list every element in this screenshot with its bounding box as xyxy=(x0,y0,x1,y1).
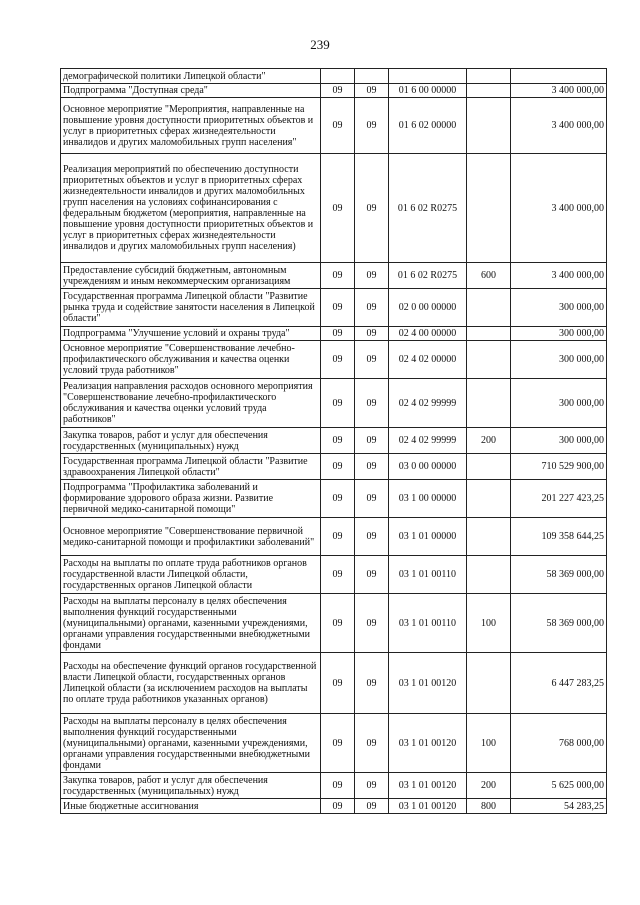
target-article-code: 02 4 00 00000 xyxy=(389,327,467,341)
ministry-code: 09 xyxy=(321,773,355,799)
ministry-code xyxy=(321,69,355,84)
target-article-code: 01 6 02 R0275 xyxy=(389,263,467,289)
expense-type-code xyxy=(467,556,511,594)
section-code: 09 xyxy=(355,480,389,518)
section-code xyxy=(355,69,389,84)
ministry-code: 09 xyxy=(321,480,355,518)
section-code: 09 xyxy=(355,714,389,773)
ministry-code: 09 xyxy=(321,653,355,714)
expense-type-code: 600 xyxy=(467,263,511,289)
expense-type-code xyxy=(467,84,511,98)
budget-item-name: Основное мероприятие "Совершенствование первичной медико-санитарной помощи и профилактики заболеваний" xyxy=(61,518,321,556)
budget-item-name: Расходы на выплаты персоналу в целях обеспечения выполнения функций государственными (муниципальными) органами, казенными учреждениями, органами управления государственными внебюджетными фондами xyxy=(61,594,321,653)
section-code: 09 xyxy=(355,263,389,289)
budget-item-name: Государственная программа Липецкой области "Развитие здравоохранения Липецкой области" xyxy=(61,454,321,480)
amount xyxy=(511,69,607,84)
amount: 300 000,00 xyxy=(511,428,607,454)
section-code: 09 xyxy=(355,289,389,327)
amount: 54 283,25 xyxy=(511,799,607,814)
target-article-code: 03 0 00 00000 xyxy=(389,454,467,480)
table-row xyxy=(61,379,607,428)
ministry-code: 09 xyxy=(321,714,355,773)
budget-item-name: Основное мероприятие "Совершенствование лечебно-профилактического обслуживания и качества оценки условий труда работников" xyxy=(61,341,321,379)
budget-item-name: Расходы на выплаты персоналу в целях обеспечения выполнения функций государственными (муниципальными) органами, казенными учреждениями, органами управления государственными внебюджетными фондами xyxy=(61,714,321,773)
amount: 300 000,00 xyxy=(511,341,607,379)
budget-item-name: Реализация мероприятий по обеспечению доступности приоритетных объектов и услуг в приоритетных сферах жизнедеятельности инвалидов и других маломобильных групп населения на условиях софинансирования с федеральным бюджетом (мероприятия, направленные на повышение уровня доступности приоритетных объектов и услуг в приоритетных сферах жизнедеятельности инвалидов и других маломобильных групп населения) xyxy=(61,154,321,263)
table-row xyxy=(61,480,607,518)
target-article-code: 03 1 01 00110 xyxy=(389,556,467,594)
table-row xyxy=(61,98,607,154)
section-code: 09 xyxy=(355,327,389,341)
amount: 300 000,00 xyxy=(511,289,607,327)
table-row xyxy=(61,518,607,556)
budget-table xyxy=(60,68,607,814)
ministry-code: 09 xyxy=(321,341,355,379)
target-article-code: 03 1 01 00120 xyxy=(389,714,467,773)
amount: 58 369 000,00 xyxy=(511,594,607,653)
budget-item-name: Предоставление субсидий бюджетным, автономным учреждениям и иным некоммерческим организациям xyxy=(61,263,321,289)
amount: 201 227 423,25 xyxy=(511,480,607,518)
amount: 3 400 000,00 xyxy=(511,84,607,98)
ministry-code: 09 xyxy=(321,594,355,653)
target-article-code: 02 4 02 99999 xyxy=(389,428,467,454)
target-article-code: 03 1 00 00000 xyxy=(389,480,467,518)
target-article-code: 01 6 00 00000 xyxy=(389,84,467,98)
expense-type-code: 800 xyxy=(467,799,511,814)
target-article-code: 03 1 01 00120 xyxy=(389,799,467,814)
target-article-code: 03 1 01 00110 xyxy=(389,594,467,653)
table-row xyxy=(61,428,607,454)
table-row xyxy=(61,714,607,773)
section-code: 09 xyxy=(355,98,389,154)
budget-item-name: Подпрограмма "Улучшение условий и охраны труда" xyxy=(61,327,321,341)
target-article-code: 01 6 02 00000 xyxy=(389,98,467,154)
target-article-code: 02 0 00 00000 xyxy=(389,289,467,327)
table-row xyxy=(61,289,607,327)
expense-type-code xyxy=(467,454,511,480)
expense-type-code xyxy=(467,480,511,518)
budget-item-name: Закупка товаров, работ и услуг для обеспечения государственных (муниципальных) нужд xyxy=(61,773,321,799)
expense-type-code xyxy=(467,289,511,327)
budget-item-name: демографической политики Липецкой области" xyxy=(61,69,321,84)
table-row xyxy=(61,773,607,799)
target-article-code: 03 1 01 00120 xyxy=(389,653,467,714)
amount: 109 358 644,25 xyxy=(511,518,607,556)
budget-item-name: Закупка товаров, работ и услуг для обеспечения государственных (муниципальных) нужд xyxy=(61,428,321,454)
section-code: 09 xyxy=(355,653,389,714)
target-article-code: 03 1 01 00120 xyxy=(389,773,467,799)
table-row xyxy=(61,154,607,263)
amount: 300 000,00 xyxy=(511,327,607,341)
ministry-code: 09 xyxy=(321,289,355,327)
section-code: 09 xyxy=(355,379,389,428)
expense-type-code: 100 xyxy=(467,714,511,773)
ministry-code: 09 xyxy=(321,454,355,480)
section-code: 09 xyxy=(355,773,389,799)
target-article-code xyxy=(389,69,467,84)
ministry-code: 09 xyxy=(321,327,355,341)
table-row xyxy=(61,653,607,714)
budget-item-name: Реализация направления расходов основного мероприятия "Совершенствование лечебно-профилактического обслуживания и качества оценки условий труда работников" xyxy=(61,379,321,428)
section-code: 09 xyxy=(355,594,389,653)
table-row xyxy=(61,341,607,379)
page-number: 239 xyxy=(310,37,330,52)
amount: 6 447 283,25 xyxy=(511,653,607,714)
budget-item-name: Подпрограмма "Доступная среда" xyxy=(61,84,321,98)
table-row xyxy=(61,556,607,594)
expense-type-code xyxy=(467,653,511,714)
table-row xyxy=(61,594,607,653)
table-row xyxy=(61,84,607,98)
section-code: 09 xyxy=(355,454,389,480)
ministry-code: 09 xyxy=(321,154,355,263)
amount: 710 529 900,00 xyxy=(511,454,607,480)
section-code: 09 xyxy=(355,84,389,98)
section-code: 09 xyxy=(355,341,389,379)
ministry-code: 09 xyxy=(321,263,355,289)
section-code: 09 xyxy=(355,518,389,556)
expense-type-code xyxy=(467,98,511,154)
target-article-code: 01 6 02 R0275 xyxy=(389,154,467,263)
section-code: 09 xyxy=(355,154,389,263)
table-row xyxy=(61,69,607,84)
expense-type-code: 200 xyxy=(467,773,511,799)
expense-type-code xyxy=(467,341,511,379)
budget-item-name: Расходы на обеспечение функций органов государственной власти Липецкой области, государственных органов Липецкой области (за исключением расходов на выплаты по оплате труда работников указанных органов) xyxy=(61,653,321,714)
budget-table-body xyxy=(61,69,607,814)
budget-item-name: Государственная программа Липецкой области "Развитие рынка труда и содействие занятости населения в Липецкой области" xyxy=(61,289,321,327)
target-article-code: 03 1 01 00000 xyxy=(389,518,467,556)
amount: 3 400 000,00 xyxy=(511,263,607,289)
section-code: 09 xyxy=(355,556,389,594)
target-article-code: 02 4 02 99999 xyxy=(389,379,467,428)
expense-type-code xyxy=(467,518,511,556)
budget-item-name: Основное мероприятие "Мероприятия, направленные на повышение уровня доступности приоритетных объектов и услуг в приоритетных сферах жизнедеятельности инвалидов и других маломобильных групп населения" xyxy=(61,98,321,154)
expense-type-code xyxy=(467,154,511,263)
ministry-code: 09 xyxy=(321,84,355,98)
amount: 3 400 000,00 xyxy=(511,154,607,263)
budget-item-name: Подпрограмма "Профилактика заболеваний и формирование здорового образа жизни. Развитие первичной медико-санитарной помощи" xyxy=(61,480,321,518)
section-code: 09 xyxy=(355,799,389,814)
amount: 768 000,00 xyxy=(511,714,607,773)
amount: 3 400 000,00 xyxy=(511,98,607,154)
budget-item-name: Расходы на выплаты по оплате труда работников органов государственной власти Липецкой области, государственных органов Липецкой области xyxy=(61,556,321,594)
table-row xyxy=(61,263,607,289)
table-row xyxy=(61,454,607,480)
ministry-code: 09 xyxy=(321,428,355,454)
amount: 58 369 000,00 xyxy=(511,556,607,594)
table-row xyxy=(61,327,607,341)
expense-type-code: 200 xyxy=(467,428,511,454)
table-row xyxy=(61,799,607,814)
ministry-code: 09 xyxy=(321,556,355,594)
target-article-code: 02 4 02 00000 xyxy=(389,341,467,379)
ministry-code: 09 xyxy=(321,518,355,556)
budget-item-name: Иные бюджетные ассигнования xyxy=(61,799,321,814)
expense-type-code xyxy=(467,379,511,428)
expense-type-code: 100 xyxy=(467,594,511,653)
expense-type-code xyxy=(467,69,511,84)
amount: 5 625 000,00 xyxy=(511,773,607,799)
ministry-code: 09 xyxy=(321,379,355,428)
ministry-code: 09 xyxy=(321,799,355,814)
ministry-code: 09 xyxy=(321,98,355,154)
amount: 300 000,00 xyxy=(511,379,607,428)
expense-type-code xyxy=(467,327,511,341)
section-code: 09 xyxy=(355,428,389,454)
